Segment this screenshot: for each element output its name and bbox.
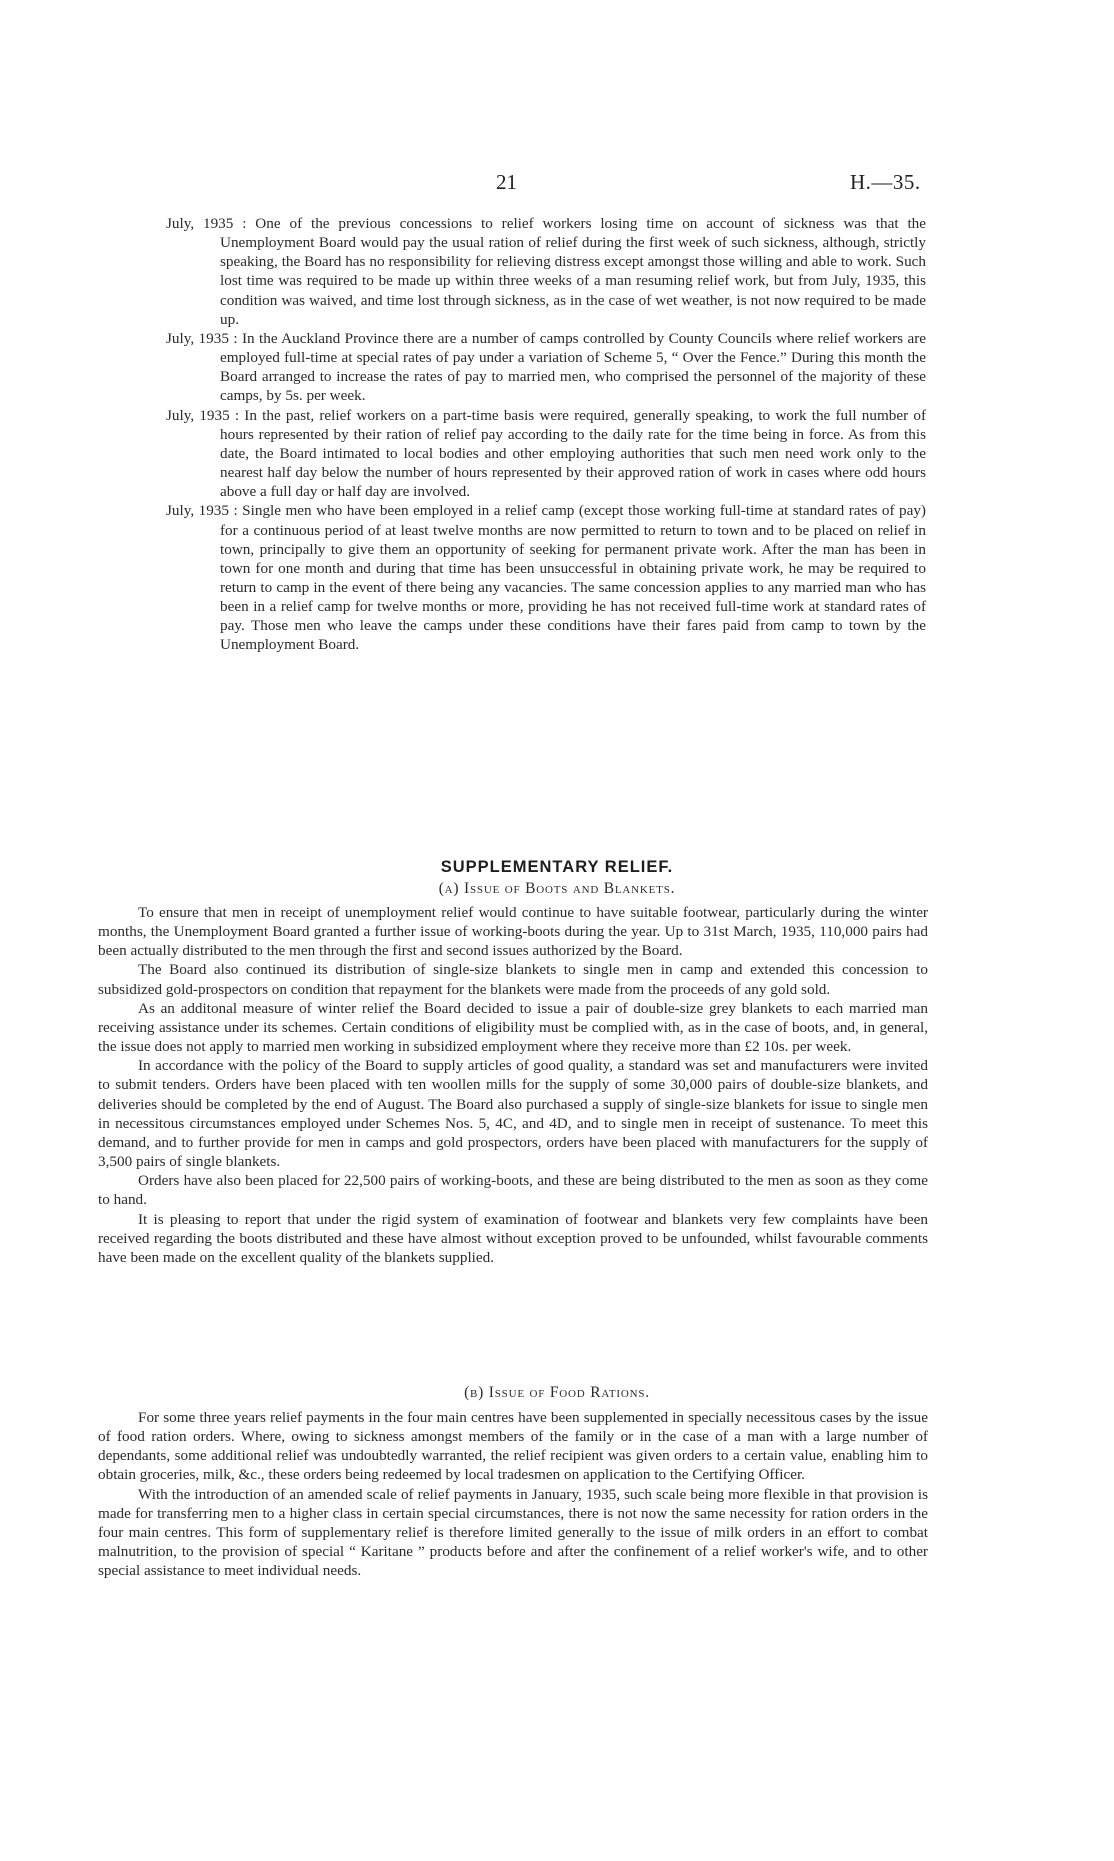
chronology-entry: July, 1935 : In the Auckland Province there are a number of camps controlled by County Councils where relief workers are employed full-time at special rates of pay under a variation of Scheme 5, “ Over the Fence.” During this month the Board arranged to increase the rates of pay to married men, who comprised the personnel of the majority of these camps, by 5s. per week.	[166, 329, 926, 405]
boots-blankets-body	[98, 903, 928, 1267]
chronology-entry: July, 1935 : One of the previous concessions to relief workers losing time on account of sickness was that the Unemployment Board would pay the usual ration of relief during the first week of such sickness, although, strictly speaking, the Board has no responsibility for relieving distress except amongst those willing and able to work. Such lost time was required to be made up within three weeks of a man resuming relief work, but from July, 1935, this condition was waived, and time lost through sickness, as in the case of wet weather, is not now required to be made up.	[166, 215, 926, 328]
chronology-entries	[166, 214, 926, 655]
subsection-heading-boots-blankets: (a) Issue of Boots and Blankets.	[438, 880, 676, 897]
paragraph: With the introduction of an amended scale of relief payments in January, 1935, such scale being more flexible in that provision is made for transferring men to a higher class in certain special circumstances, there is not now the same necessity for ration orders in the four main centres. This form of supplementary relief is therefore limited generally to the issue of milk orders in an effort to combat malnutrition, to the provision of special “ Karitane ” products before and after the confinement of a relief worker's wife, and to other special assistance to meet individual needs.	[98, 1485, 928, 1580]
page-number: 21	[496, 170, 517, 194]
paragraph: For some three years relief payments in the four main centres have been supplemented in specially necessitous cases by the issue of food ration orders. Where, owing to sickness amongst members of the family or in the case of a man with a large number of dependants, some additional relief was undoubtedly warranted, the relief recipient was given orders to a certain value, enabling him to obtain groceries, milk, &c., these orders being redeemed by local tradesmen on application to the Certifying Officer.	[98, 1409, 928, 1484]
food-rations-body	[98, 1408, 928, 1580]
paragraph: The Board also continued its distribution of single-size blankets to single men in camp and extended this concession to subsidized gold-prospectors on condition that repayment for the blankets were made from the proceeds of any gold sold.	[98, 961, 928, 998]
paragraph: As an additonal measure of winter relief the Board decided to issue a pair of double-size grey blankets to each married man receiving assistance under its schemes. Certain conditions of eligibility must be complied with, as in the case of boots, and, in general, the issue does not apply to married men working in subsidized employment where they receive more than £2 10s. per week.	[98, 999, 928, 1056]
paragraph: It is pleasing to report that under the rigid system of examination of footwear and blankets very few complaints have been received regarding the boots distributed and these have almost without exception proved to be unfounded, whilst favourable comments have been made on the excellent quality of the blankets supplied.	[98, 1210, 928, 1266]
chronology-entry: July, 1935 : Single men who have been employed in a relief camp (except those working full-time at standard rates of pay) for a continuous period of at least twelve months are now permitted to return to town and to be placed on relief in town, principally to give them an opportunity of seeking for permanent private work. After the man has been in town for one month and during that time has been unsuccessful in obtaining private work, he may be required to return to camp in the event of there being any vacancies. The same concession applies to any married man who has been in a relief camp for twelve months or more, providing he has not received full-time work at standard rates of pay. Those men who leave the camps under these conditions have their fares paid from camp to town by the Unemployment Board.	[166, 502, 926, 654]
paragraph: To ensure that men in receipt of unemployment relief would continue to have suitable footwear, particularly during the winter months, the Unemployment Board granted a further issue of working-boots during the year. Up to 31st March, 1935, 110,000 pairs had been actually distributed to the men through the first and second issues authorized by the Board.	[98, 904, 928, 960]
paragraph: In accordance with the policy of the Board to supply articles of good quality, a standard was set and manufacturers were invited to submit tenders. Orders have been placed with ten woollen mills for the supply of some 30,000 pairs of double-size blankets, and deliveries should be completed by the end of August. The Board also purchased a supply of single-size blankets for issue to single men in necessitous circumstances employed under Schemes Nos. 5, 4C, and 4D, and to single men in receipt of sustenance. To meet this demand, and to further provide for men in camps and gold prospectors, orders have been placed with manufacturers for the supply of 3,500 pairs of single blankets.	[98, 1057, 928, 1171]
section-title: SUPPLEMENTARY RELIEF.	[440, 858, 674, 876]
document-reference: H.—35.	[850, 170, 921, 194]
subsection-heading-food-rations: (b) Issue of Food Rations.	[464, 1384, 650, 1401]
paragraph: Orders have also been placed for 22,500 pairs of working-boots, and these are being distributed to the men as soon as they come to hand.	[98, 1172, 928, 1209]
chronology-entry: July, 1935 : In the past, relief workers on a part-time basis were required, generally speaking, to work the full number of hours represented by their ration of relief pay according to the daily rate for the time being in force. As from this date, the Board intimated to local bodies and other employing authorities that such men need work only to the nearest half day below the number of hours represented by their approved ration of work in cases where odd hours above a full day or half day are involved.	[166, 406, 926, 501]
